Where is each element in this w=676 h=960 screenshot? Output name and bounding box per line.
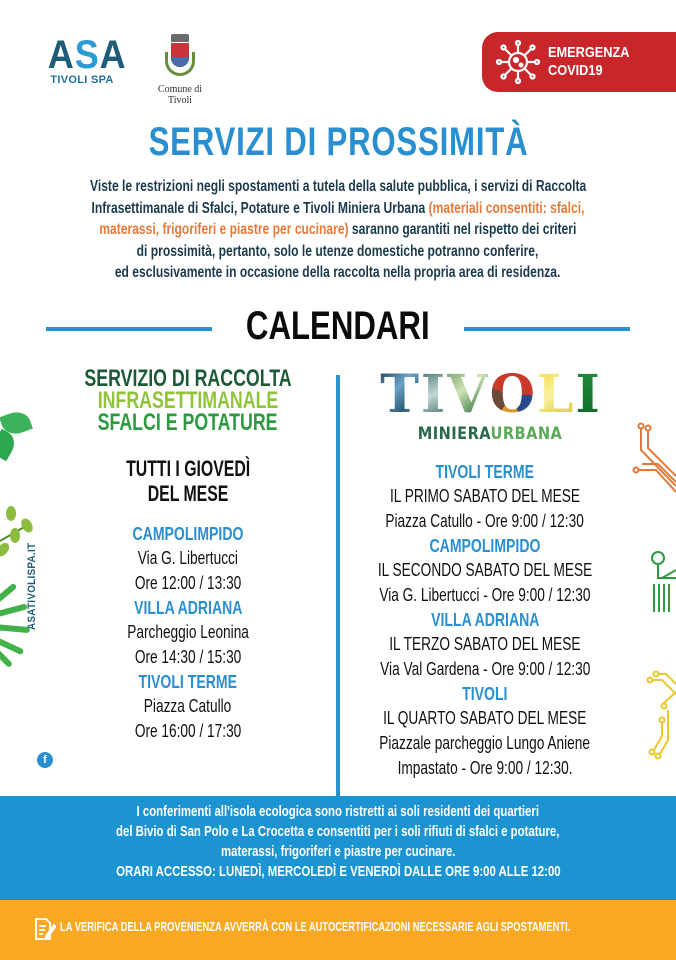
sfalci-service-title: SERVIZIO DI RACCOLTA INFRASETTIMANALE SFALCI E POTATURE [84, 365, 292, 436]
stop-item [40, 596, 336, 670]
tivoli-miniera-urbana-logo: T I V O L I [380, 364, 600, 425]
allowed-materials-note: materassi, frigoriferi e piastre per cucinare) [99, 221, 349, 238]
stop-location: Parcheggio Leonina [127, 622, 249, 642]
stop-area: TIVOLI TERME [138, 671, 238, 692]
stop-area: TIVOLI TERME [435, 461, 535, 482]
stop-day: IL SECONDO SABATO DEL MESE [377, 560, 593, 580]
stop-day: IL QUARTO SABATO DEL MESE [383, 708, 587, 728]
facebook-icon[interactable]: f [37, 752, 53, 768]
ecological-island-info [0, 796, 676, 900]
sfalci-stops-list [40, 522, 336, 744]
allowed-materials-note: (materiali consentiti: sfalci, [428, 199, 585, 217]
stop-location: Piazza Catullo [144, 696, 232, 716]
comune-di-tivoli-logo [146, 34, 214, 106]
stop-area: CAMPOLIMPIDO [132, 523, 244, 544]
circuit-yellow-icon [646, 670, 676, 760]
access-hours: ORARI ACCESSO: LUNEDÌ, MERCOLEDÌ E VENERDÌ DALLE ORE 9:00 ALLE 12:00 [115, 863, 561, 880]
miniera-urbana-column [340, 364, 630, 781]
document-edit-icon [34, 917, 56, 941]
stop-details: Piazzale parcheggio Lungo Aniene [379, 733, 591, 753]
stop-item [40, 670, 336, 744]
stop-location: Via G. Libertucci [137, 548, 239, 568]
stop-item [340, 682, 630, 781]
stop-area: VILLA ADRIANA [133, 597, 243, 618]
info-line: I conferimenti all'isola ecologica sono ristretti ai soli residenti dei quartieri [136, 803, 540, 820]
stop-day: IL TERZO SABATO DEL MESE [389, 634, 581, 654]
stop-hours: Ore 12:00 / 13:30 [134, 573, 242, 593]
asa-tivoli-logo [44, 33, 127, 86]
covid-emergency-badge [482, 32, 676, 92]
coat-of-arms-icon [163, 34, 197, 80]
stop-area: VILLA ADRIANA [430, 609, 540, 630]
covid-badge-label: EMERGENZA COVID19 [548, 44, 630, 79]
stop-details: Via Val Gardena - Ore 9:00 / 12:30 [379, 659, 591, 679]
intro-paragraph: Viste le restrizioni negli spostamenti a tutela della salute pubblica, i servizi di Raccolta Infrasettimanale di Sfalci, Potature e Tivoli Miniera Urbana (materiali consentiti: sfalci, materassi, frigoriferi e piastre per cucinare) saranno garantiti nel rispetto dei criteri di prossimità, pertanto, solo le utenze domestiche potranno conferire, ed esclusivamente in occasione della raccolta nella propria area di residenza. [89, 178, 587, 281]
miniera-stops-list [340, 460, 630, 781]
comune-name: Comune di Tivoli [157, 84, 203, 106]
info-line: del Bivio di San Polo e La Crocetta e consentiti per i soli rifiuti di sfalci e potature, [116, 823, 560, 840]
stop-area: CAMPOLIMPIDO [429, 535, 541, 556]
calendari-heading: CALENDARI [246, 304, 430, 348]
stop-details: Piazza Catullo - Ore 9:00 / 12:30 [385, 511, 585, 531]
stop-item [340, 460, 630, 534]
virus-icon [494, 38, 542, 86]
stop-item [340, 608, 630, 682]
miniera-urbana-subtitle: MINIERAURBANA [417, 424, 563, 444]
asa-logo-subtitle: TIVOLI SPA [50, 74, 114, 86]
stop-area: TIVOLI [462, 683, 508, 704]
circuit-orange-icon [630, 420, 676, 500]
circuit-green-icon [648, 550, 676, 612]
sfalci-service-column [40, 365, 336, 744]
footer-notice-text: LA VERIFICA DELLA PROVENIENZA AVVERRÀ CON LE AUTOCERTIFICAZIONI NECESSARIE AGLI SPOSTAMENTI. [60, 919, 571, 934]
sfalci-schedule: TUTTI I GIOVEDÌ DEL MESE [125, 456, 251, 506]
stop-item [40, 522, 336, 596]
info-line: materassi, frigoriferi e piastre per cucinare. [220, 843, 456, 860]
divider-right [464, 327, 630, 331]
page-title: SERVIZI DI PROSSIMITÀ [148, 120, 528, 164]
stop-hours: Ore 14:30 / 15:30 [134, 647, 242, 667]
stop-day: IL PRIMO SABATO DEL MESE [389, 486, 581, 506]
stop-item [340, 534, 630, 608]
stop-details: Via G. Libertucci - Ore 9:00 / 12:30 [379, 585, 591, 605]
divider-left [46, 327, 212, 331]
stop-hours: Ore 16:00 / 17:30 [134, 721, 242, 741]
website-link[interactable]: ASATIVOLISPA.IT [26, 542, 38, 630]
footer-notice [0, 900, 676, 960]
asa-logo-mark: ASA [47, 33, 127, 77]
stop-details: Impastato - Ore 9:00 / 12:30. [397, 758, 573, 778]
